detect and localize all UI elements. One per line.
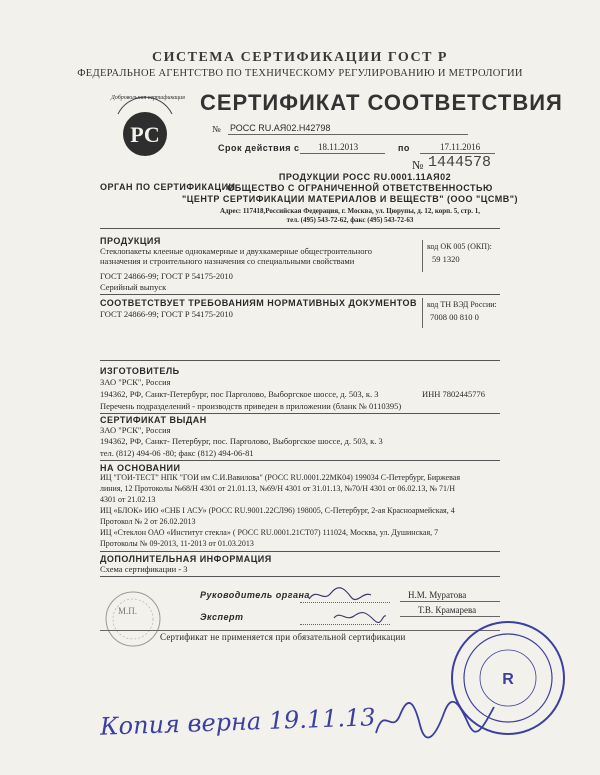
basis-label: НА ОСНОВАНИИ (100, 463, 181, 473)
product-serial: Серийный выпуск (100, 282, 167, 292)
valid-to: 17.11.2016 (440, 142, 481, 152)
expert-name: Т.В. Крамарева (418, 605, 477, 615)
extra-info-text: Схема сертификации - 3 (100, 564, 188, 574)
tnved-code-value: 7008 00 810 0 (430, 312, 479, 322)
expert-signature (330, 606, 390, 626)
product-text-1: Стеклопакеты клееные однокамерные и двухкамерные общестроительного (100, 246, 372, 256)
manufacturer-label: ИЗГОТОВИТЕЛЬ (100, 366, 180, 376)
validity-to-label: по (398, 143, 410, 153)
cert-body-phone: тел. (495) 543-72-62, факс (495) 543-72-63 (286, 216, 414, 224)
handwritten-signature (370, 695, 500, 745)
system-title: СИСТЕМА СЕРТИФИКАЦИИ ГОСТ Р (152, 50, 448, 65)
product-text-2: назначения и строительного назначения со специальными свойствами (100, 256, 355, 266)
manufacturer-inn: ИНН 7802445776 (422, 389, 486, 399)
gost-r-logo-icon (110, 92, 180, 162)
issued-label: СЕРТИФИКАТ ВЫДАН (100, 415, 207, 425)
seal-placeholder-icon (104, 590, 162, 648)
seal-label: М.П. (118, 606, 138, 616)
conformity-label: СООТВЕТСТВУЕТ ТРЕБОВАНИЯМ НОРМАТИВНЫХ ДОКУМЕНТОВ (100, 298, 417, 308)
signature-icon (305, 585, 375, 605)
tnved-code-label: код ТН ВЭД России: (427, 300, 497, 309)
cert-number: РОСС RU.АЯ02.Н42798 (230, 123, 331, 133)
head-label: Руководитель органа (200, 590, 310, 600)
cert-body-line1: ПРОДУКЦИИ РОСС RU.0001.11АЯ02 (278, 172, 452, 182)
manufacturer-name: ЗАО "РСК", Россия (100, 377, 171, 387)
mp-seal (104, 590, 162, 648)
product-label: ПРОДУКЦИЯ (100, 236, 161, 246)
product-standards: ГОСТ 24866-99; ГОСТ Р 54175-2010 (100, 271, 233, 281)
issued-phone: тел. (812) 494-06 -80; факс (812) 494-06-81 (100, 448, 254, 458)
signature-icon (370, 695, 500, 745)
manufacturer-list: Перечень подразделений - производств приведен в приложении (бланк № 0110395) (100, 401, 402, 411)
form-number-label: № (412, 158, 424, 172)
signature-icon (330, 606, 390, 626)
form-number: 1444578 (428, 154, 492, 171)
basis-line: линия, 12 Протоколы №68/Н 4301 от 21.01.13, №69/Н 4301 от 31.01.13, №70/Н 4301 от 06.02.13, № 71/Н (100, 484, 456, 493)
handwritten-note: Копия верна 19.11.13 (99, 703, 377, 741)
cert-number-label: № (212, 124, 221, 134)
okp-code-value: 59 1320 (432, 254, 460, 264)
svg-text:R: R (502, 671, 514, 688)
agency-title: ФЕДЕРАЛЬНОЕ АГЕНТСТВО ПО ТЕХНИЧЕСКОМУ РЕГУЛИРОВАНИЮ И МЕТРОЛОГИИ (77, 68, 523, 79)
okp-code-label: код ОК 005 (ОКП): (427, 242, 492, 251)
basis-line: ИЦ "ГОИ-ТЕСТ" НПК "ГОИ им С.И.Вавилова" (РОСС RU.0001.22МК04) 199034 С-Петербург, Биржевая (100, 473, 460, 482)
basis-line: Протокол № 2 от 26.02.2013 (100, 517, 196, 526)
footer-note: Сертификат не применяется при обязательной сертификации (160, 632, 406, 642)
cert-body-address: Адрес: 117418,Российская Федерация, г. Москва, ул. Цюрупы, д. 12, корп. 5, стр. 1, (220, 207, 480, 215)
cert-body-label: ОРГАН ПО СЕРТИФИКАЦИИ (100, 182, 236, 192)
svg-text:РС: РС (130, 122, 160, 147)
manufacturer-address: 194362, РФ, Санкт-Петербург, пос Парголово, Выборгское шоссе, д. 503, к. 3 (100, 389, 379, 399)
head-signature (305, 585, 375, 605)
basis-line: Протоколы № 09-2013, 11-2013 от 01.03.2013 (100, 539, 254, 548)
head-name: Н.М. Муратова (408, 590, 467, 600)
validity-label: Срок действия с (218, 143, 300, 153)
issued-address: 194362, РФ, Санкт- Петербург, пос. Парголово, Выборгское шоссе, д. 503, к. 3 (100, 436, 383, 446)
extra-info-label: ДОПОЛНИТЕЛЬНАЯ ИНФОРМАЦИЯ (100, 554, 272, 564)
issued-name: ЗАО "РСК", Россия (100, 425, 171, 435)
valid-from: 18.11.2013 (318, 142, 359, 152)
conformity-standards: ГОСТ 24866-99; ГОСТ Р 54175-2010 (100, 309, 233, 319)
logo-caption: Добровольная сертификация (111, 95, 185, 101)
cert-body-line2: ОБЩЕСТВО С ОГРАНИЧЕННОЙ ОТВЕТСТВЕННОСТЬЮ (227, 183, 493, 193)
basis-line: ИЦ «БЛОК» ИЮ «СНБ I АСУ» (РОСС RU.9001.22СЛ96) 198005, С-Петербург, 2-ая Красноармейская, 4 (100, 506, 455, 515)
gost-logo (110, 92, 180, 162)
cert-body-line3: "ЦЕНТР СЕРТИФИКАЦИИ МАТЕРИАЛОВ И ВЕЩЕСТВ" (ООО "ЦСМВ") (182, 194, 518, 204)
expert-label: Эксперт (200, 612, 244, 622)
basis-line: 4301 от 21.02.13 (100, 495, 156, 504)
basis-line: ИЦ «Стеклон ОАО «Институт стекла» ( РОСС RU.0001.21СТ07) 111024, Москва, ул. Душинская, 7 (100, 528, 439, 537)
certificate-title: СЕРТИФИКАТ СООТВЕТСТВИЯ (200, 90, 563, 115)
